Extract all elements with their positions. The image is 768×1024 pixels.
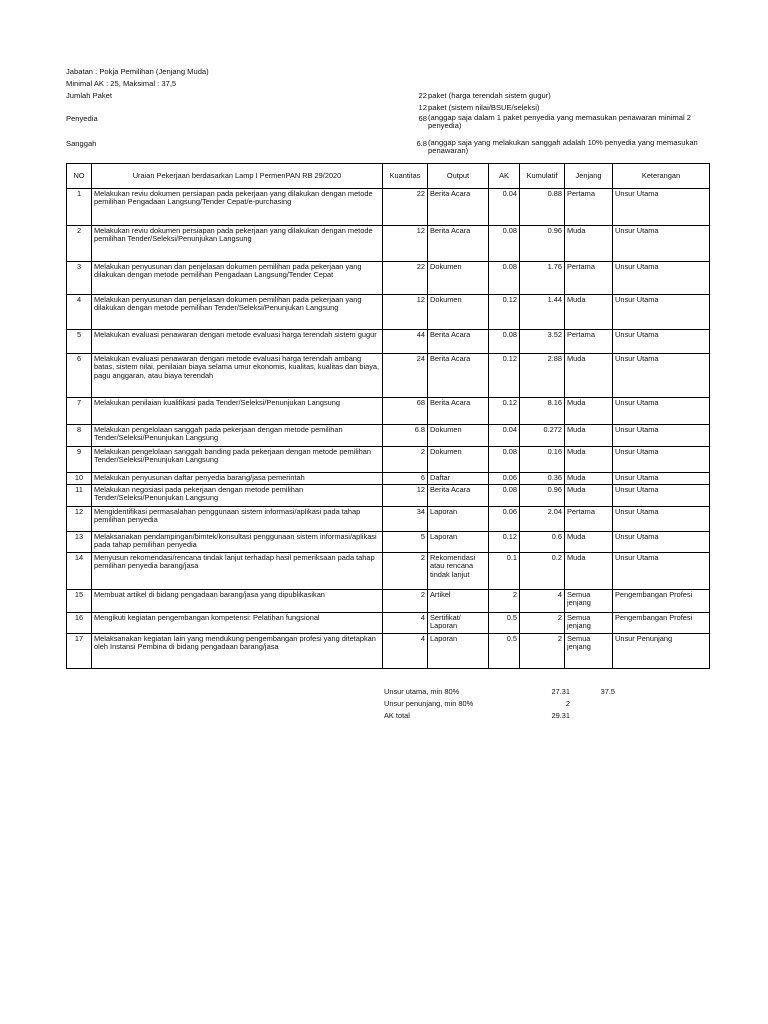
- row-kumulatif: 2.04: [520, 507, 565, 532]
- sanggah-label: Sanggah: [66, 139, 97, 148]
- row-number: 4: [67, 295, 92, 330]
- row-output: Laporan: [428, 507, 489, 532]
- row-jenjang: Muda: [565, 295, 613, 330]
- row-kumulatif: 0.272: [520, 425, 565, 447]
- row-output: Berita Acara: [428, 330, 489, 354]
- table-row: [67, 507, 710, 532]
- row-kumulatif: 3.52: [520, 330, 565, 354]
- row-keterangan: Unsur Utama: [613, 485, 710, 507]
- row-kumulatif: 0.16: [520, 447, 565, 473]
- row-kuantitas: 5: [383, 532, 428, 553]
- table-row: [67, 189, 710, 226]
- row-jenjang: Muda: [565, 473, 613, 485]
- row-ak: 0.06: [489, 507, 520, 532]
- row-ak: 0.08: [489, 485, 520, 507]
- row-number: 13: [67, 532, 92, 553]
- row-number: 2: [67, 226, 92, 262]
- row-uraian: Melakukan penyusunan daftar penyedia barang/jasa pemerintah: [92, 473, 383, 485]
- row-kumulatif: 2: [520, 634, 565, 669]
- row-kumulatif: 1.44: [520, 295, 565, 330]
- row-keterangan: Unsur Utama: [613, 354, 710, 398]
- row-number: 8: [67, 425, 92, 447]
- row-output: Daftar: [428, 473, 489, 485]
- row-uraian: Mengidentifikasi permasalahan penggunaan sistem informasi/aplikasi pada tahap pemilihan penyedia: [92, 507, 383, 532]
- row-ak: 0.12: [489, 398, 520, 425]
- row-jenjang: Muda: [565, 485, 613, 507]
- row-keterangan: Unsur Utama: [613, 507, 710, 532]
- table-row: [67, 532, 710, 553]
- row-number: 1: [67, 189, 92, 226]
- row-number: 11: [67, 485, 92, 507]
- row-uraian: Melakukan negosiasi pada pekerjaan dengan metode pemilihan Tender/Seleksi/Penunjukan Langsung: [92, 485, 383, 507]
- jumlah-paket-1-note: paket (harga terendah sistem gugur): [428, 91, 551, 100]
- row-keterangan: Unsur Utama: [613, 553, 710, 590]
- minimal-ak: Minimal AK : 25, Maksimal : 37,5: [66, 79, 177, 88]
- row-kuantitas: 6: [383, 473, 428, 485]
- row-jenjang: Semua jenjang: [565, 634, 613, 669]
- jabatan-title: Jabatan : Pokja Pemilihan (Jenjang Muda): [66, 67, 209, 76]
- column-header: Kumulatif: [520, 164, 565, 189]
- row-keterangan: Unsur Utama: [613, 532, 710, 553]
- row-kumulatif: 0.96: [520, 226, 565, 262]
- row-ak: 0.12: [489, 354, 520, 398]
- row-ak: 0.08: [489, 226, 520, 262]
- row-output: Rekomendasi atau rencana tindak lanjut: [428, 553, 489, 590]
- jumlah-paket-1-value: 22: [418, 91, 427, 100]
- row-ak: 0.5: [489, 613, 520, 634]
- unsur-penunjang-value: 2: [565, 699, 570, 708]
- row-uraian: Melakukan pengelolaan sanggah banding pada pekerjaan dengan metode pemilihan Tender/Seleksi/Penunjukan Langsung: [92, 447, 383, 473]
- table-row: [67, 613, 710, 634]
- row-ak: 0.08: [489, 447, 520, 473]
- row-kumulatif: 1.76: [520, 262, 565, 295]
- row-keterangan: Unsur Utama: [613, 226, 710, 262]
- summary-row-utama: [382, 686, 617, 698]
- row-jenjang: Pertama: [565, 262, 613, 295]
- row-output: Berita Acara: [428, 226, 489, 262]
- row-jenjang: Muda: [565, 447, 613, 473]
- row-uraian: Melaksanakan pendampingan/bimtek/konsultasi penggunaan sistem informasi/aplikasi pada tahap pemilihan penyedia: [92, 532, 383, 553]
- table-row: [67, 425, 710, 447]
- row-kuantitas: 22: [383, 189, 428, 226]
- row-ak: 2: [489, 590, 520, 613]
- row-uraian: Melakukan reviu dokumen persiapan pada pekerjaan yang dilakukan dengan metode pemilihan Tender/Seleksi/Penunjukan Langsung: [92, 226, 383, 262]
- unsur-utama-label: Unsur utama, min 80%: [384, 687, 460, 696]
- row-jenjang: Pertama: [565, 330, 613, 354]
- row-output: Dokumen: [428, 447, 489, 473]
- row-keterangan: Unsur Penunjang: [613, 634, 710, 669]
- row-output: Laporan: [428, 532, 489, 553]
- row-ak: 0.12: [489, 532, 520, 553]
- table-row: [67, 398, 710, 425]
- row-keterangan: Pengembangan Profesi: [613, 613, 710, 634]
- sanggah-note: (anggap saja yang melakukan sanggah adalah 10% penyedia yang memasukan penawaran): [428, 138, 698, 155]
- row-ak: 0.08: [489, 330, 520, 354]
- row-output: Berita Acara: [428, 354, 489, 398]
- row-uraian: Melakukan penilaian kualifikasi pada Tender/Seleksi/Penunjukan Langsung: [92, 398, 383, 425]
- row-keterangan: Unsur Utama: [613, 425, 710, 447]
- row-kumulatif: 2.88: [520, 354, 565, 398]
- penyedia-label: Penyedia: [66, 114, 98, 123]
- penyedia-note: (anggap saja dalam 1 paket penyedia yang memasukan penawaran minimal 2 penyedia): [428, 113, 691, 130]
- row-uraian: Melaksanakan kegiatan lain yang mendukung pengembangan profesi yang ditetapkan oleh Instansi Pembina di bidang pengadaan barang/jasa: [92, 634, 383, 669]
- row-output: Dokumen: [428, 262, 489, 295]
- table-row: [67, 634, 710, 669]
- row-kumulatif: 8.16: [520, 398, 565, 425]
- column-header: NO: [67, 164, 92, 189]
- row-kuantitas: 2: [383, 553, 428, 590]
- column-header: AK: [489, 164, 520, 189]
- row-ak: 0.1: [489, 553, 520, 590]
- column-header: Output: [428, 164, 489, 189]
- unsur-penunjang-label: Unsur penunjang, min 80%: [384, 699, 474, 708]
- row-uraian: Menyusun rekomendasi/rencana tindak lanjut terhadap hasil pemeriksaan pada tahap pemilihan penyedia barang/jasa: [92, 553, 383, 590]
- column-header: Jenjang: [565, 164, 613, 189]
- row-jenjang: Semua jenjang: [565, 613, 613, 634]
- row-number: 10: [67, 473, 92, 485]
- row-number: 6: [67, 354, 92, 398]
- row-jenjang: Pertama: [565, 507, 613, 532]
- table-row: [67, 262, 710, 295]
- row-uraian: Mengikuti kegiatan pengembangan kompetensi: Pelatihan fungsional: [92, 613, 383, 634]
- table-row: [67, 590, 710, 613]
- row-keterangan: Pengembangan Profesi: [613, 590, 710, 613]
- row-jenjang: Muda: [565, 354, 613, 398]
- unsur-utama-value: 27.31: [551, 687, 570, 696]
- table-row: [67, 330, 710, 354]
- row-jenjang: Muda: [565, 553, 613, 590]
- row-number: 9: [67, 447, 92, 473]
- row-number: 5: [67, 330, 92, 354]
- row-kuantitas: 44: [383, 330, 428, 354]
- row-uraian: Melakukan reviu dokumen persiapan pada pekerjaan yang dilakukan dengan metode pemilihan Pengadaan Langsung/Tender Cepat/e-purchasing: [92, 189, 383, 226]
- row-jenjang: Muda: [565, 425, 613, 447]
- row-keterangan: Unsur Utama: [613, 262, 710, 295]
- row-jenjang: Semua jenjang: [565, 590, 613, 613]
- row-ak: 0.12: [489, 295, 520, 330]
- column-header: Uraian Pekerjaan berdasarkan Lamp I PermenPAN RB 29/2020: [92, 164, 383, 189]
- row-kuantitas: 4: [383, 613, 428, 634]
- row-kuantitas: 2: [383, 447, 428, 473]
- table-row: [67, 553, 710, 590]
- row-kuantitas: 2: [383, 590, 428, 613]
- row-output: Artikel: [428, 590, 489, 613]
- table-row: [67, 485, 710, 507]
- row-uraian: Melakukan penyusunan dan penjelasan dokumen pemilihan pada pekerjaan yang dilakukan dengan metode pemilihan Tender/Seleksi/Penunjukan Langsung: [92, 295, 383, 330]
- row-output: Berita Acara: [428, 189, 489, 226]
- row-output: Laporan: [428, 634, 489, 669]
- unsur-utama-max: 37.5: [600, 687, 615, 696]
- row-jenjang: Muda: [565, 398, 613, 425]
- row-kumulatif: 2: [520, 613, 565, 634]
- row-output: Dokumen: [428, 295, 489, 330]
- row-kuantitas: 22: [383, 262, 428, 295]
- column-header: Kuantitas: [383, 164, 428, 189]
- row-kuantitas: 4: [383, 634, 428, 669]
- row-kuantitas: 12: [383, 485, 428, 507]
- ak-total-value: 29.31: [551, 711, 570, 720]
- table-row: [67, 354, 710, 398]
- jumlah-paket-label: Jumlah Paket: [66, 91, 113, 100]
- summary-table: [382, 686, 617, 722]
- row-jenjang: Muda: [565, 226, 613, 262]
- row-keterangan: Unsur Utama: [613, 473, 710, 485]
- summary-row-penunjang: [382, 698, 617, 710]
- table-row: [67, 447, 710, 473]
- row-kuantitas: 12: [383, 226, 428, 262]
- row-kuantitas: 68: [383, 398, 428, 425]
- summary-row-total: [382, 710, 617, 722]
- row-ak: 0.04: [489, 425, 520, 447]
- row-kumulatif: 0.96: [520, 485, 565, 507]
- row-output: Sertifikat/ Laporan: [428, 613, 489, 634]
- row-keterangan: Unsur Utama: [613, 330, 710, 354]
- jumlah-paket-2-value: 12: [418, 103, 427, 112]
- row-uraian: Melakukan pengelolaan sanggah pada pekerjaan dengan metode pemilihan Tender/Seleksi/Penunjukan Langsung: [92, 425, 383, 447]
- row-ak: 0.06: [489, 473, 520, 485]
- row-kuantitas: 12: [383, 295, 428, 330]
- row-kumulatif: 0.6: [520, 532, 565, 553]
- row-ak: 0.04: [489, 189, 520, 226]
- row-kuantitas: 24: [383, 354, 428, 398]
- row-number: 3: [67, 262, 92, 295]
- row-output: Berita Acara: [428, 485, 489, 507]
- row-number: 14: [67, 553, 92, 590]
- row-number: 12: [67, 507, 92, 532]
- row-kuantitas: 6.8: [383, 425, 428, 447]
- row-output: Dokumen: [428, 425, 489, 447]
- row-jenjang: Pertama: [565, 189, 613, 226]
- row-keterangan: Unsur Utama: [613, 398, 710, 425]
- row-number: 15: [67, 590, 92, 613]
- row-ak: 0.5: [489, 634, 520, 669]
- row-uraian: Melakukan evaluasi penawaran dengan metode evaluasi harga terendah sistem gugur: [92, 330, 383, 354]
- row-kumulatif: 0.88: [520, 189, 565, 226]
- row-kumulatif: 4: [520, 590, 565, 613]
- row-number: 7: [67, 398, 92, 425]
- row-keterangan: Unsur Utama: [613, 447, 710, 473]
- row-keterangan: Unsur Utama: [613, 295, 710, 330]
- sanggah-value: 6.8: [416, 139, 427, 148]
- row-kuantitas: 34: [383, 507, 428, 532]
- row-uraian: Membuat artikel di bidang pengadaan barang/jasa yang dipublikasikan: [92, 590, 383, 613]
- jumlah-paket-2-note: paket (sistem nilai/BSUE/seleksi): [428, 103, 540, 112]
- table-header-row: [67, 164, 710, 189]
- row-number: 16: [67, 613, 92, 634]
- table-row: [67, 226, 710, 262]
- row-jenjang: Muda: [565, 532, 613, 553]
- row-kumulatif: 0.36: [520, 473, 565, 485]
- row-uraian: Melakukan evaluasi penawaran dengan metode evaluasi harga terendah ambang batas, sistem nilai, penilaian biaya selama umur ekonomis, kualitas, kualitas dan biaya, pagu anggaran, atau biaya terendah: [92, 354, 383, 398]
- row-uraian: Melakukan penyusunan dan penjelasan dokumen pemilihan pada pekerjaan yang dilakukan dengan metode pemilihan Pengadaan Langsung/Tender Cepat: [92, 262, 383, 295]
- row-number: 17: [67, 634, 92, 669]
- activity-table: [66, 163, 710, 669]
- table-row: [67, 473, 710, 485]
- row-output: Berita Acara: [428, 398, 489, 425]
- table-row: [67, 295, 710, 330]
- row-ak: 0.08: [489, 262, 520, 295]
- row-kumulatif: 0.2: [520, 553, 565, 590]
- ak-total-label: AK total: [384, 711, 410, 720]
- penyedia-value: 68: [418, 114, 427, 123]
- column-header: Keterangan: [613, 164, 710, 189]
- row-keterangan: Unsur Utama: [613, 189, 710, 226]
